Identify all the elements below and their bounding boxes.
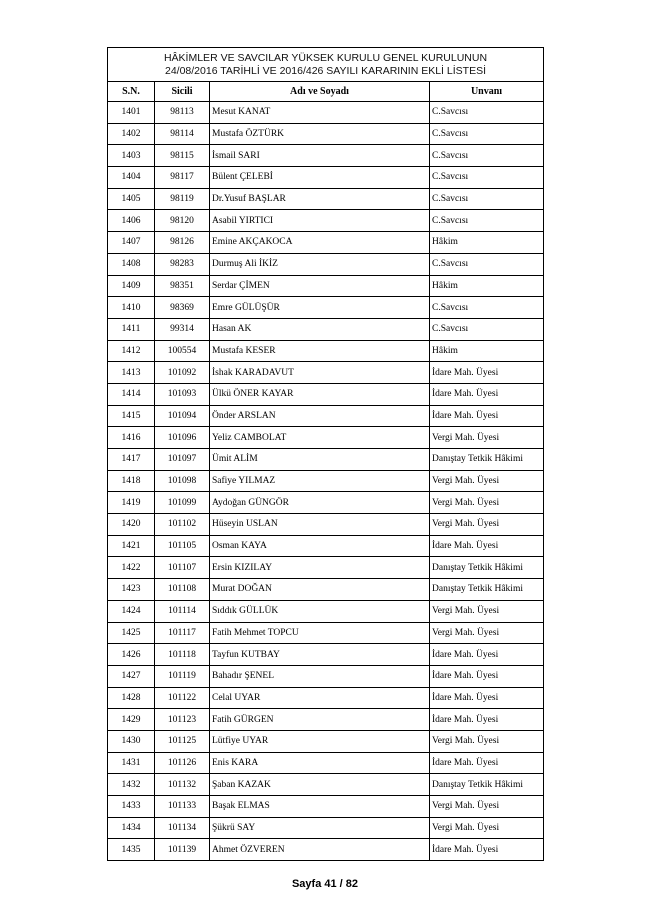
cell-title: C.Savcısı [430, 188, 544, 210]
table-row [108, 579, 544, 601]
cell-name: Bahadır ŞENEL [210, 665, 430, 687]
cell-sn: 1426 [108, 644, 155, 666]
header-name: Adı ve Soyadı [210, 82, 430, 102]
cell-sicil: 101092 [155, 362, 210, 384]
cell-title: Vergi Mah. Üyesi [430, 796, 544, 818]
cell-sn: 1424 [108, 600, 155, 622]
cell-name: Fatih GÜRGEN [210, 709, 430, 731]
cell-sicil: 98114 [155, 123, 210, 145]
cell-name: Mustafa KESER [210, 340, 430, 362]
page-number: Sayfa 41 / 82 [291, 878, 359, 890]
cell-title: Danıştay Tetkik Hâkimi [430, 579, 544, 601]
cell-name: Bülent ÇELEBİ [210, 167, 430, 189]
cell-title: Danıştay Tetkik Hâkimi [430, 557, 544, 579]
cell-title: İdare Mah. Üyesi [430, 752, 544, 774]
cell-title: İdare Mah. Üyesi [430, 709, 544, 731]
cell-title: Vergi Mah. Üyesi [430, 730, 544, 752]
table-row [108, 383, 544, 405]
cell-title: İdare Mah. Üyesi [430, 644, 544, 666]
table-row [108, 730, 544, 752]
cell-name: Yeliz CAMBOLAT [210, 427, 430, 449]
cell-title: İdare Mah. Üyesi [430, 535, 544, 557]
cell-title: Vergi Mah. Üyesi [430, 470, 544, 492]
cell-name: Emine AKÇAKOCA [210, 232, 430, 254]
table-row [108, 752, 544, 774]
cell-sicil: 101119 [155, 665, 210, 687]
cell-name: Önder ARSLAN [210, 405, 430, 427]
cell-sicil: 98369 [155, 297, 210, 319]
cell-sn: 1427 [108, 665, 155, 687]
table-row [108, 405, 544, 427]
cell-name: Celal UYAR [210, 687, 430, 709]
cell-title: Vergi Mah. Üyesi [430, 817, 544, 839]
cell-sn: 1416 [108, 427, 155, 449]
cell-sicil: 98126 [155, 232, 210, 254]
cell-sicil: 101123 [155, 709, 210, 731]
cell-name: Mesut KANAT [210, 102, 430, 124]
cell-sicil: 101117 [155, 622, 210, 644]
table-row [108, 514, 544, 536]
cell-title: Hâkim [430, 232, 544, 254]
table-body [108, 102, 544, 861]
cell-sn: 1431 [108, 752, 155, 774]
cell-name: Enis KARA [210, 752, 430, 774]
cell-sn: 1430 [108, 730, 155, 752]
cell-sn: 1413 [108, 362, 155, 384]
cell-name: Dr.Yusuf BAŞLAR [210, 188, 430, 210]
cell-sicil: 98113 [155, 102, 210, 124]
cell-name: Başak ELMAS [210, 796, 430, 818]
cell-sn: 1434 [108, 817, 155, 839]
cell-title: İdare Mah. Üyesi [430, 687, 544, 709]
table-row [108, 232, 544, 254]
header-sicil: Sicili [155, 82, 210, 102]
table-row [108, 188, 544, 210]
cell-sn: 1403 [108, 145, 155, 167]
table-title-line-2: 24/08/2016 TARİHLİ VE 2016/426 SAYILI KARARININ EKLİ LİSTESİ [164, 64, 486, 77]
table-row [108, 622, 544, 644]
cell-name: Şükrü SAY [210, 817, 430, 839]
table-row [108, 817, 544, 839]
cell-sicil: 101105 [155, 535, 210, 557]
cell-sicil: 98283 [155, 253, 210, 275]
cell-sn: 1425 [108, 622, 155, 644]
cell-name: Ersin KIZILAY [210, 557, 430, 579]
table-row [108, 318, 544, 340]
cell-name: Lütfiye UYAR [210, 730, 430, 752]
cell-sicil: 101098 [155, 470, 210, 492]
cell-sn: 1417 [108, 449, 155, 471]
cell-title: Hâkim [430, 340, 544, 362]
table-row [108, 275, 544, 297]
cell-sn: 1410 [108, 297, 155, 319]
cell-title: Vergi Mah. Üyesi [430, 600, 544, 622]
cell-sn: 1409 [108, 275, 155, 297]
table-row [108, 644, 544, 666]
cell-name: Hüseyin USLAN [210, 514, 430, 536]
cell-name: İshak KARADAVUT [210, 362, 430, 384]
cell-sn: 1406 [108, 210, 155, 232]
personnel-table [107, 47, 544, 861]
table-row [108, 297, 544, 319]
cell-name: Fatih Mehmet TOPCU [210, 622, 430, 644]
table-row [108, 600, 544, 622]
cell-name: Asabil YIRTICI [210, 210, 430, 232]
cell-sn: 1415 [108, 405, 155, 427]
table-row [108, 362, 544, 384]
cell-title: Danıştay Tetkik Hâkimi [430, 449, 544, 471]
cell-title: C.Savcısı [430, 297, 544, 319]
cell-title: Danıştay Tetkik Hâkimi [430, 774, 544, 796]
cell-name: Mustafa ÖZTÜRK [210, 123, 430, 145]
table-row [108, 492, 544, 514]
cell-title: İdare Mah. Üyesi [430, 405, 544, 427]
cell-sicil: 101107 [155, 557, 210, 579]
cell-name: Osman KAYA [210, 535, 430, 557]
table-row [108, 687, 544, 709]
cell-sicil: 101096 [155, 427, 210, 449]
table-row [108, 839, 544, 861]
cell-sicil: 98117 [155, 167, 210, 189]
cell-name: Emre GÜLÜŞÜR [210, 297, 430, 319]
cell-sicil: 101102 [155, 514, 210, 536]
cell-sn: 1407 [108, 232, 155, 254]
cell-name: Sıddık GÜLLÜK [210, 600, 430, 622]
cell-sicil: 99314 [155, 318, 210, 340]
header-row [108, 82, 544, 102]
table-row [108, 210, 544, 232]
cell-title: İdare Mah. Üyesi [430, 383, 544, 405]
header-sn: S.N. [108, 82, 155, 102]
cell-sicil: 101125 [155, 730, 210, 752]
table-row [108, 102, 544, 124]
cell-sicil: 101122 [155, 687, 210, 709]
table-row [108, 253, 544, 275]
cell-name: Ahmet ÖZVEREN [210, 839, 430, 861]
cell-name: Safiye YILMAZ [210, 470, 430, 492]
table-row [108, 167, 544, 189]
cell-sicil: 101094 [155, 405, 210, 427]
cell-sn: 1404 [108, 167, 155, 189]
cell-name: Aydoğan GÜNGÖR [210, 492, 430, 514]
cell-sicil: 101097 [155, 449, 210, 471]
table-row [108, 665, 544, 687]
cell-title: Vergi Mah. Üyesi [430, 622, 544, 644]
cell-name: Ülkü ÖNER KAYAR [210, 383, 430, 405]
cell-sn: 1435 [108, 839, 155, 861]
cell-sn: 1420 [108, 514, 155, 536]
cell-sn: 1418 [108, 470, 155, 492]
cell-title: C.Savcısı [430, 102, 544, 124]
cell-name: Durmuş Ali İKİZ [210, 253, 430, 275]
cell-sn: 1411 [108, 318, 155, 340]
table-row [108, 796, 544, 818]
table-row [108, 774, 544, 796]
cell-sicil: 100554 [155, 340, 210, 362]
cell-title: C.Savcısı [430, 123, 544, 145]
cell-sn: 1408 [108, 253, 155, 275]
table-title [108, 48, 544, 82]
cell-name: Hasan AK [210, 318, 430, 340]
cell-sn: 1429 [108, 709, 155, 731]
cell-title: Vergi Mah. Üyesi [430, 427, 544, 449]
cell-title: İdare Mah. Üyesi [430, 839, 544, 861]
cell-sicil: 101133 [155, 796, 210, 818]
cell-sicil: 98351 [155, 275, 210, 297]
cell-sicil: 101108 [155, 579, 210, 601]
cell-name: Tayfun KUTBAY [210, 644, 430, 666]
cell-sn: 1414 [108, 383, 155, 405]
cell-title: C.Savcısı [430, 167, 544, 189]
cell-title: İdare Mah. Üyesi [430, 362, 544, 384]
cell-name: Murat DOĞAN [210, 579, 430, 601]
cell-sn: 1422 [108, 557, 155, 579]
table-row [108, 535, 544, 557]
cell-sicil: 98120 [155, 210, 210, 232]
table-row [108, 123, 544, 145]
cell-sn: 1433 [108, 796, 155, 818]
cell-title: C.Savcısı [430, 145, 544, 167]
cell-title: Vergi Mah. Üyesi [430, 514, 544, 536]
cell-title: Hâkim [430, 275, 544, 297]
cell-sn: 1419 [108, 492, 155, 514]
cell-sn: 1412 [108, 340, 155, 362]
table-row [108, 449, 544, 471]
cell-sn: 1421 [108, 535, 155, 557]
cell-sicil: 101134 [155, 817, 210, 839]
table-title-line-1: HÂKİMLER VE SAVCILAR YÜKSEK KURULU GENEL KURULUNUN [163, 51, 488, 64]
cell-sicil: 101093 [155, 383, 210, 405]
table-row [108, 470, 544, 492]
cell-sn: 1423 [108, 579, 155, 601]
header-title: Unvanı [430, 82, 544, 102]
cell-title: C.Savcısı [430, 318, 544, 340]
cell-sn: 1432 [108, 774, 155, 796]
table-row [108, 557, 544, 579]
cell-sn: 1402 [108, 123, 155, 145]
cell-sicil: 101114 [155, 600, 210, 622]
cell-sicil: 101132 [155, 774, 210, 796]
cell-sicil: 98119 [155, 188, 210, 210]
table-row [108, 340, 544, 362]
cell-title: C.Savcısı [430, 253, 544, 275]
cell-name: İsmail SARI [210, 145, 430, 167]
cell-title: Vergi Mah. Üyesi [430, 492, 544, 514]
table-row [108, 145, 544, 167]
cell-sicil: 101139 [155, 839, 210, 861]
table-row [108, 709, 544, 731]
cell-title: C.Savcısı [430, 210, 544, 232]
cell-name: Şaban KAZAK [210, 774, 430, 796]
table-row [108, 427, 544, 449]
cell-title: İdare Mah. Üyesi [430, 665, 544, 687]
cell-name: Serdar ÇİMEN [210, 275, 430, 297]
cell-sn: 1401 [108, 102, 155, 124]
cell-name: Ümit ALİM [210, 449, 430, 471]
cell-sicil: 101118 [155, 644, 210, 666]
cell-sicil: 98115 [155, 145, 210, 167]
cell-sn: 1405 [108, 188, 155, 210]
cell-sicil: 101099 [155, 492, 210, 514]
cell-sicil: 101126 [155, 752, 210, 774]
cell-sn: 1428 [108, 687, 155, 709]
